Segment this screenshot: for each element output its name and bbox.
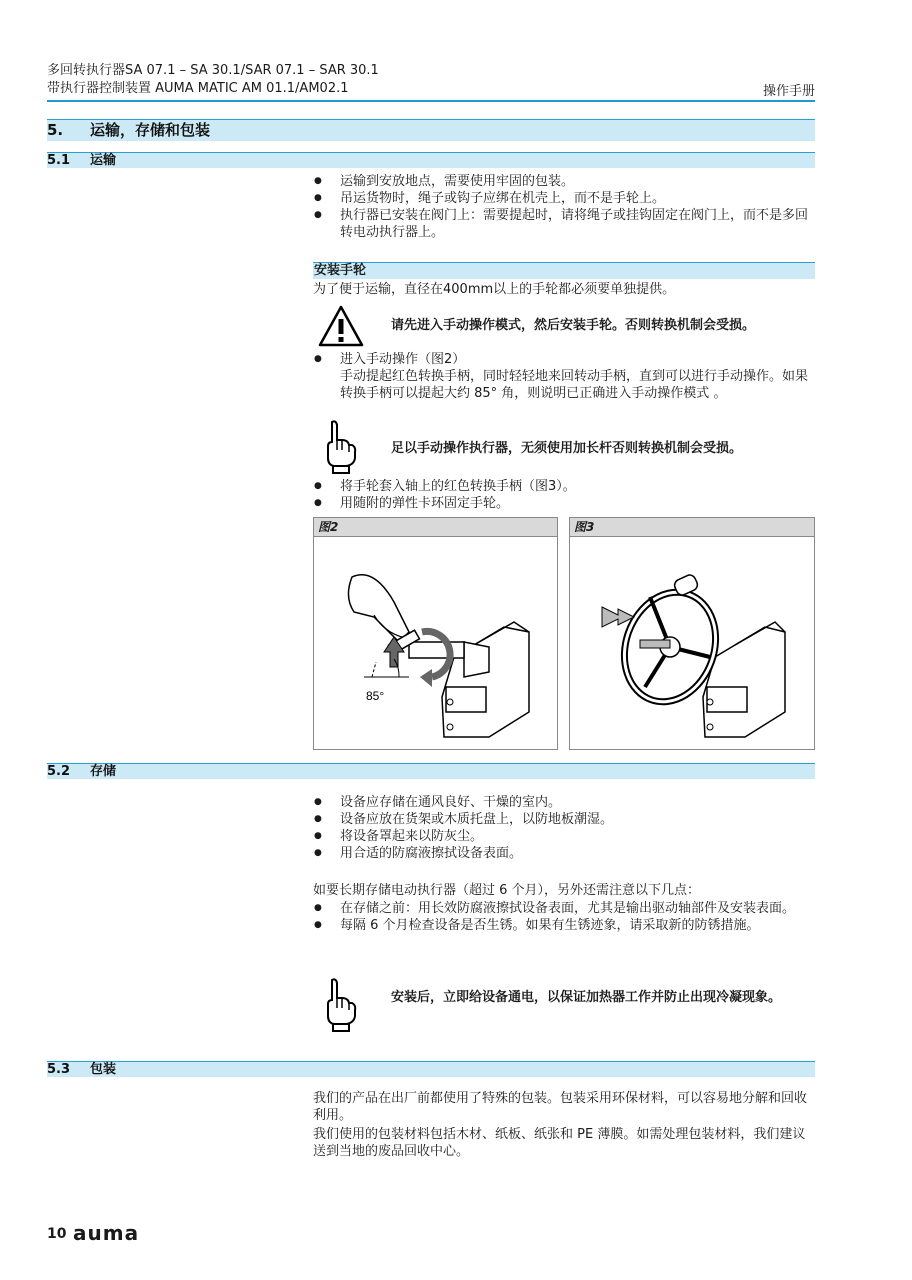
list-item: ● 在存储之前：用长效防腐液擦拭设备表面，尤其是输出驱动轴部件及安装表面。 [313, 900, 815, 917]
manual-operation-note: 足以手动操作执行器，无须使用加长杆否则转换机制会受损。 [391, 441, 743, 456]
section-title: 运输，存储和包装 [90, 121, 211, 139]
list-item: ● 用合适的防腐液擦拭设备表面。 [313, 845, 815, 862]
manual-operation-step [313, 351, 815, 402]
list-item: ● 设备应存储在通风良好、干燥的室内。 [313, 794, 815, 811]
section-title: 存储 [90, 764, 117, 779]
packaging-para-2: 我们使用的包装材料包括木材、纸板、纸张和 PE 薄膜。如需处理包装材料，我们建议送到当地的废品回收中心。 [313, 1127, 806, 1159]
warning-triangle-icon [318, 305, 364, 351]
list-item: ● 执行器已安装在阀门上：需要提起时，请将绳子或挂钩固定在阀门上，而不是多回转电动执行器上。 [313, 207, 815, 241]
figure-3 [569, 517, 815, 750]
figure-caption: 图2 [314, 518, 557, 537]
section-title: 包装 [90, 1062, 117, 1077]
long-term-list [313, 900, 815, 934]
transport-list [313, 173, 815, 241]
fig2-illustration [314, 537, 557, 749]
header-product-line: 多回转执行器SA 07.1 – SA 30.1/SAR 07.1 – SAR 30.1 [47, 63, 379, 78]
list-item: ● 每隔 6 个月检查设备是否生锈。如果有生锈迹象，请采取新的防锈措施。 [313, 917, 815, 934]
list-item: ● 将设备罩起来以防灰尘。 [313, 828, 815, 845]
section-5-1-heading [47, 152, 815, 168]
list-item: ● 吊运货物时，绳子或钩子应绑在机壳上，而不是手轮上。 [313, 190, 815, 207]
step-text: 手动提起红色转换手柄，同时轻轻地来回转动手柄，直到可以进行手动操作。如果转换手柄可以提起大约 85° 角，则说明已正确进入手动操作模式 。 [340, 369, 809, 401]
angle-label: 85° [366, 689, 385, 703]
figure-2 [313, 517, 558, 750]
page-header [47, 62, 815, 98]
handwheel-intro: 为了便于运输，直径在400mm以上的手轮都必须要单独提供。 [313, 282, 676, 297]
warning-text: 请先进入手动操作模式，然后安装手轮。否则转换机制会受损。 [391, 318, 756, 333]
header-doc-type: 操作手册 [762, 84, 815, 99]
handwheel-steps [313, 478, 815, 512]
storage-list [313, 794, 815, 862]
long-term-intro: 如要长期存储电动执行器（超过 6 个月），另外还需注意以下几点： [313, 883, 701, 898]
section-number: 5.1 [47, 153, 71, 168]
header-controls-line: 带执行器控制装置 AUMA MATIC AM 01.1/AM02.1 [47, 81, 349, 96]
list-item: ● 用随附的弹性卡环固定手轮。 [313, 495, 815, 512]
section-5-heading [47, 119, 815, 141]
list-item: ● 运输到安放地点，需要使用牢固的包装。 [313, 173, 815, 190]
brand-logo: auma [73, 1221, 140, 1245]
header-divider [47, 100, 815, 102]
section-title: 运输 [90, 153, 117, 168]
page-number: 10 [47, 1226, 67, 1242]
step-title: 进入手动操作（图2） [340, 352, 466, 367]
section-number: 5.2 [47, 764, 71, 779]
fig3-illustration [570, 537, 814, 749]
pointing-hand-icon [322, 978, 358, 1036]
section-5-3-heading [47, 1061, 815, 1077]
list-item: ● 将手轮套入轴上的红色转换手柄（图3）。 [313, 478, 815, 495]
packaging-para-1: 我们的产品在出厂前都使用了特殊的包装。包装采用环保材料，可以容易地分解和回收利用。 [313, 1091, 808, 1123]
figure-caption: 图3 [570, 518, 814, 537]
list-item: ● 设备应放在货架或木质托盘上，以防地板潮湿。 [313, 811, 815, 828]
section-number: 5.3 [47, 1062, 71, 1077]
section-5-2-heading [47, 763, 815, 779]
pointing-hand-icon [322, 420, 358, 478]
handwheel-subheading: 安装手轮 [313, 262, 815, 279]
storage-note: 安装后，立即给设备通电，以保证加热器工作并防止出现冷凝现象。 [391, 990, 782, 1005]
list-item [313, 351, 815, 402]
section-number: 5. [47, 121, 64, 139]
